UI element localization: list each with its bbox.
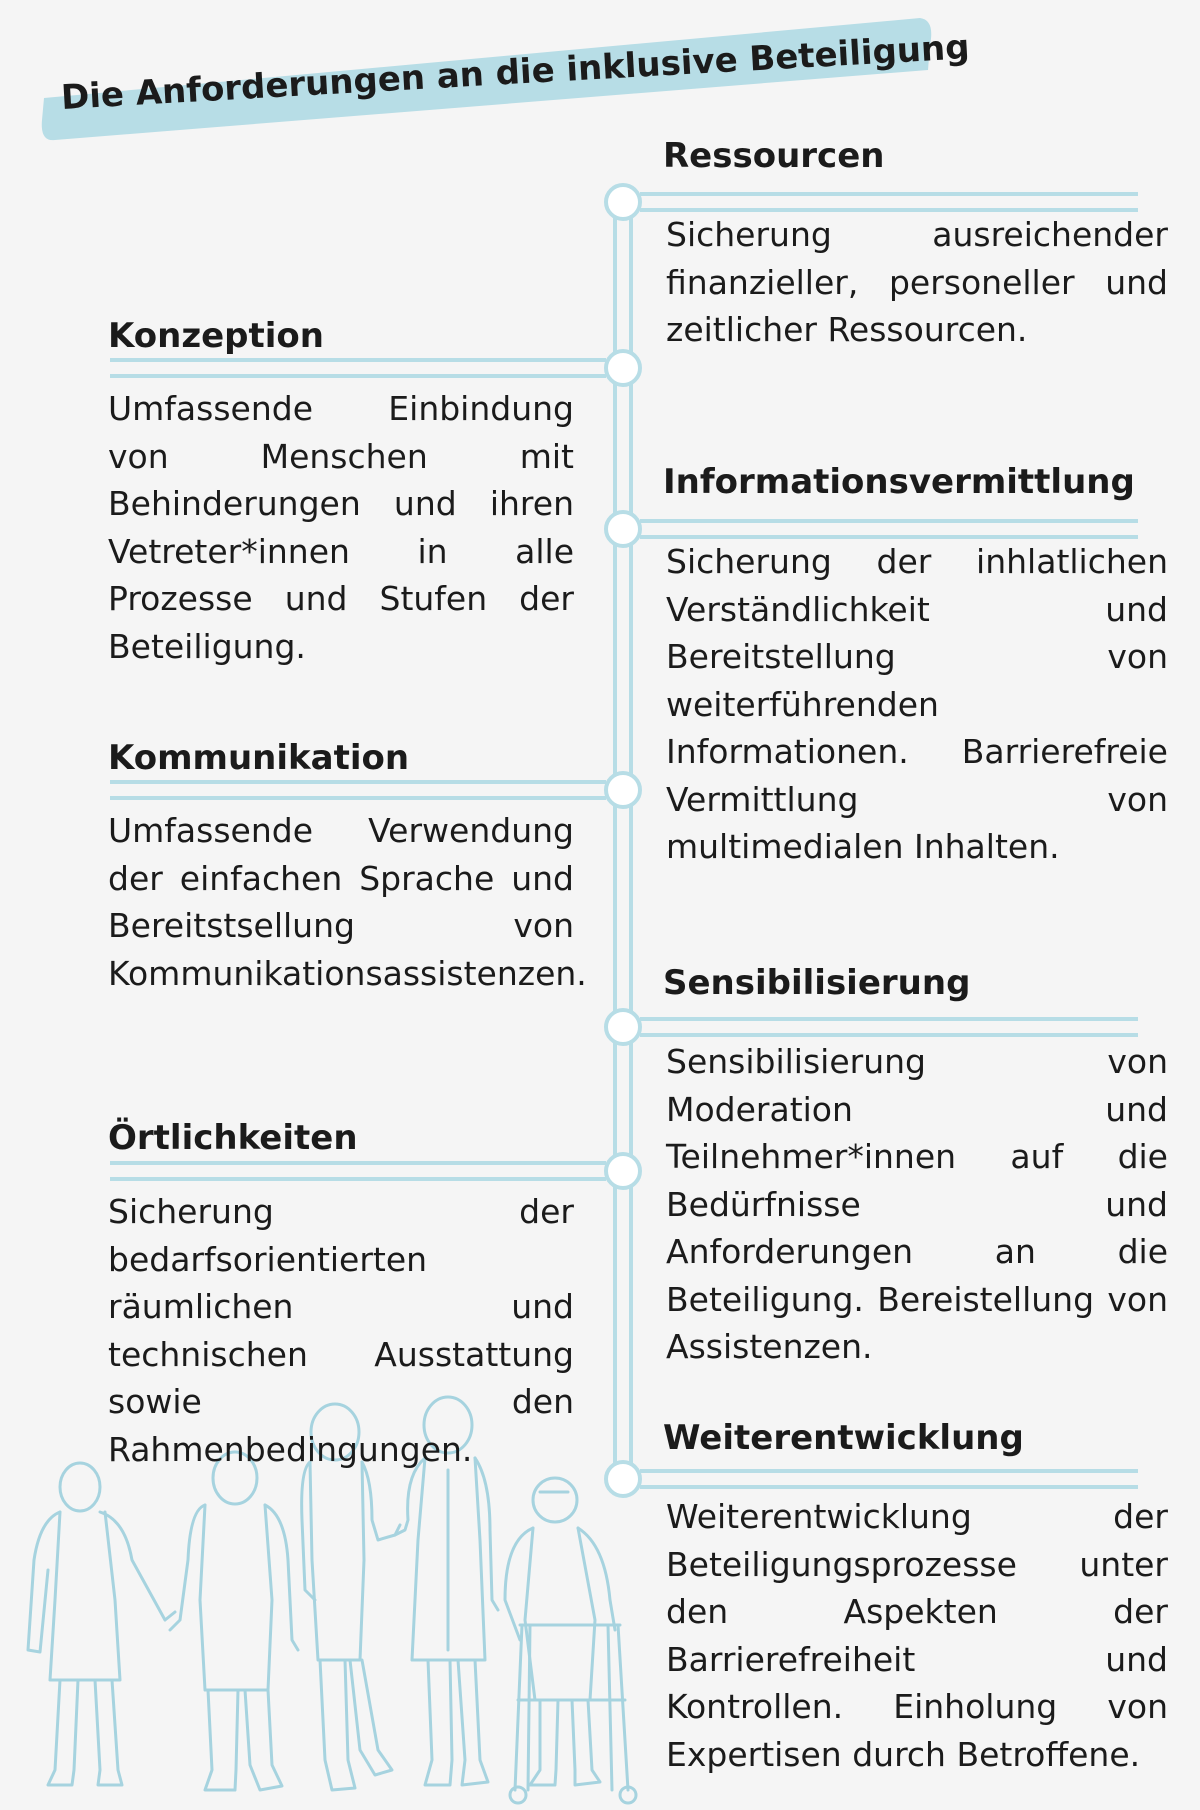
title-area: [40, 18, 971, 128]
text-informationsvermittlung: Sicherung der inhlatlichen Verständlichkeit und Bereitstellung von weiterführenden Informationen. Barrierefreie Vermittlung von multimedialen Inhalten.: [666, 542, 1168, 866]
node-informationsvermittlung: [606, 512, 640, 546]
node-sensibilisierung: [606, 1010, 640, 1044]
page-title: Die Anforderungen an die inklusive Beteiligung: [60, 27, 971, 118]
timeline-nodes: [606, 185, 640, 1496]
text-sensibilisierung: Sensibilisierung von Moderation und Teilnehmer*innen auf die Bedürfnisse und Anforderungen an die Beteiligung. Bereistellung von Assistenzen.: [666, 1042, 1168, 1366]
text-konzeption: Umfassende Einbindung von Menschen mit Behinderungen und ihren Vetreter*innen in alle Prozesse und Stufen der Beteiligung.: [108, 389, 574, 666]
node-weiterentwicklung: [606, 1462, 640, 1496]
timeline-spine: [615, 200, 631, 1478]
heading-sensibilisierung: Sensibilisierung: [663, 963, 971, 1003]
heading-oertlichkeiten: Örtlichkeiten: [108, 1118, 358, 1158]
heading-weiterentwicklung: Weiterentwicklung: [663, 1418, 1024, 1458]
node-kommunikation: [606, 773, 640, 807]
person-1: [28, 1463, 175, 1785]
node-konzeption: [606, 351, 640, 385]
node-ressourcen: [606, 185, 640, 219]
text-weiterentwicklung: Weiterentwicklung der Beteiligungsprozesse unter den Aspekten der Barrierefreiheit und Kontrollen. Einholung von Expertisen durch Betroffene.: [666, 1497, 1168, 1774]
person-5: [505, 1478, 636, 1803]
text-oertlichkeiten: Sicherung der bedarfsorientierten räumlichen und technischen Ausstattung sowie den Rahmenbedingungen.: [108, 1192, 574, 1469]
person-2: [170, 1452, 298, 1790]
heading-ressourcen: Ressourcen: [663, 136, 885, 176]
heading-informationsvermittlung: Informationsvermittlung: [663, 462, 1135, 502]
text-kommunikation: Umfassende Verwendung der einfachen Sprache und Bereitstsellung von Kommunikationsassistenzen.: [108, 811, 587, 993]
heading-kommunikation: Kommunikation: [108, 738, 410, 778]
node-oertlichkeiten: [606, 1154, 640, 1188]
text-ressourcen: Sicherung ausreichender finanzieller, personeller und zeitlicher Ressourcen.: [666, 215, 1168, 349]
heading-konzeption: Konzeption: [108, 316, 324, 356]
